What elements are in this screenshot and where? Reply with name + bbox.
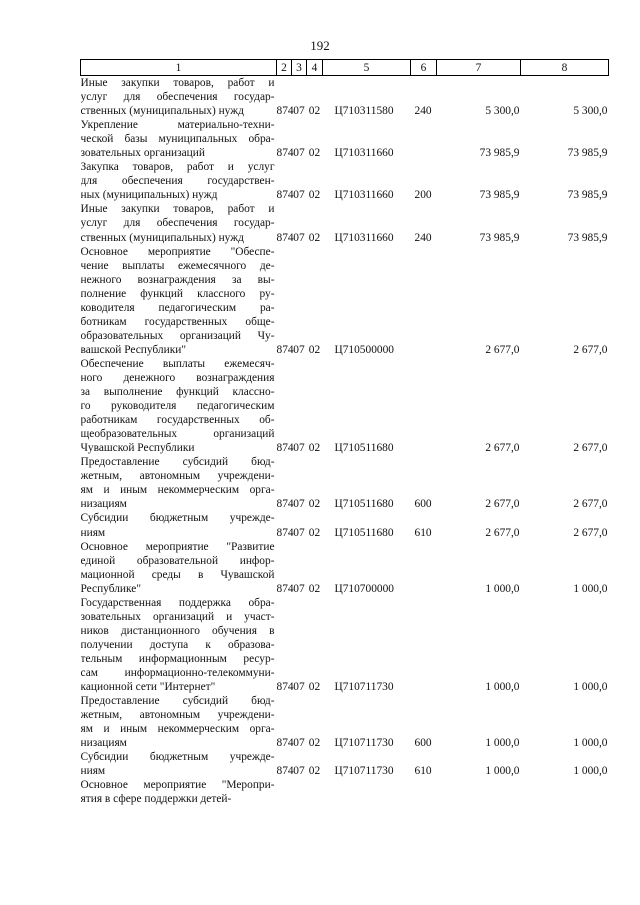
description-line: Обеспечение выплаты ежемесяч- (80, 357, 275, 370)
description-line: ного денежного вознаграждения (80, 371, 275, 384)
section-code: 07 (293, 498, 305, 511)
target-article-code: Ц710711730 (334, 737, 394, 750)
admin-code: 874 (276, 681, 294, 694)
description-line: ятия в сфере поддержки детей- (80, 793, 232, 806)
row-description (81, 750, 277, 778)
header-col-8: 8 (521, 60, 609, 76)
expense-type-code: 240 (414, 231, 432, 244)
subsection-code: 02 (308, 105, 321, 118)
table-row (81, 511, 609, 539)
section-code: 07 (293, 737, 305, 750)
target-article-code: Ц710511680 (334, 526, 394, 539)
description-line: ниям (80, 765, 106, 778)
expense-type-code: 240 (414, 105, 432, 118)
row-description (81, 596, 277, 694)
description-line: работникам государственных об- (80, 414, 275, 427)
row-description (81, 694, 277, 750)
section-code: 07 (293, 526, 305, 539)
amount-col-8: 73 985,9 (567, 231, 608, 244)
target-article-code: Ц710311660 (334, 231, 394, 244)
table-row (81, 540, 609, 596)
description-line: ных (муниципальных) нужд (80, 189, 218, 202)
description-line: Субсидии бюджетным учрежде- (80, 512, 275, 525)
description-line: Государственная поддержка обра- (80, 596, 275, 609)
expense-type-code: 600 (414, 737, 432, 750)
target-article-code: Ц710711730 (334, 681, 394, 694)
header-col-4: 4 (307, 60, 323, 76)
table-body (81, 76, 609, 807)
row-description (81, 778, 277, 806)
description-line: Укрепление материально-техни- (80, 119, 275, 132)
amount-col-7: 1 000,0 (485, 765, 520, 778)
table-row (81, 160, 609, 202)
expense-type-code (411, 778, 437, 806)
description-line: щеобразовательных организаций (80, 428, 275, 441)
amount-col-8: 73 985,9 (567, 189, 608, 202)
description-line: ческой базы муниципальных обра- (80, 133, 275, 146)
description-line: Основное мероприятие "Развитие (80, 540, 275, 553)
description-line: услуг для обеспечения государ- (80, 91, 275, 104)
description-line: единой образовательной инфор- (80, 554, 275, 567)
admin-code: 874 (276, 737, 294, 750)
description-line: низациям (80, 737, 127, 750)
description-line: жетным, автономным учреждени- (80, 470, 275, 483)
description-line: Предоставление субсидий бюд- (80, 456, 275, 469)
table-row (81, 694, 609, 750)
expense-type-code: 200 (414, 189, 432, 202)
description-line: Основное мероприятие "Меропри- (80, 779, 275, 792)
amount-col-7: 2 677,0 (485, 343, 520, 356)
header-col-2: 2 (277, 60, 292, 76)
budget-table (80, 59, 609, 806)
subsection-code: 02 (308, 343, 321, 356)
expense-type-code: 610 (414, 765, 432, 778)
table-row (81, 750, 609, 778)
row-description (81, 76, 277, 119)
description-line: ям и иным некоммерческим орга- (80, 723, 275, 736)
page-number: 192 (310, 38, 330, 53)
table-row (81, 596, 609, 694)
target-article-code: Ц710700000 (334, 582, 394, 595)
row-description (81, 455, 277, 511)
description-line: Закупка товаров, работ и услуг (80, 161, 275, 174)
subsection-code: 02 (308, 681, 321, 694)
target-article-code: Ц710711730 (334, 765, 394, 778)
table-row (81, 202, 609, 244)
header-col-1: 1 (81, 60, 277, 76)
table-row (81, 118, 609, 160)
subsection-code: 02 (308, 498, 321, 511)
description-line: чение выплаты ежемесячного де- (80, 259, 275, 272)
subsection-code (307, 778, 323, 806)
table-row (81, 245, 609, 357)
amount-col-8: 73 985,9 (567, 147, 608, 160)
section-code (292, 778, 307, 806)
description-line: образовательных организаций Чу- (80, 329, 275, 342)
amount-col-7 (437, 778, 521, 806)
admin-code: 874 (276, 343, 294, 356)
subsection-code: 02 (308, 765, 321, 778)
target-article-code: Ц710311660 (334, 189, 394, 202)
description-line: жетным, автономным учреждени- (80, 709, 275, 722)
amount-col-7: 2 677,0 (485, 498, 520, 511)
description-line: для обеспечения государствен- (80, 175, 275, 188)
amount-col-7: 73 985,9 (479, 189, 520, 202)
description-line: нежного вознаграждения за вы- (80, 273, 275, 286)
description-line: ниям (80, 526, 106, 539)
subsection-code: 02 (308, 231, 321, 244)
amount-col-7: 2 677,0 (485, 526, 520, 539)
description-line: ботникам государственных обще- (80, 315, 275, 328)
row-description (81, 118, 277, 160)
target-article-code (323, 778, 411, 806)
expense-type-code: 600 (414, 498, 432, 511)
amount-col-8: 1 000,0 (573, 582, 608, 595)
admin-code: 874 (276, 147, 294, 160)
header-row (81, 60, 609, 76)
admin-code: 874 (276, 189, 294, 202)
expense-type-code: 610 (414, 526, 432, 539)
description-line: Республике" (80, 582, 141, 595)
section-code: 07 (293, 582, 305, 595)
description-line: тельным информационным ресур- (80, 652, 275, 665)
description-line: Основное мероприятие "Обеспе- (80, 245, 275, 258)
table-row (81, 76, 609, 119)
amount-col-8: 2 677,0 (573, 343, 608, 356)
row-description (81, 357, 277, 455)
section-code: 07 (293, 343, 305, 356)
target-article-code: Ц710511680 (334, 442, 394, 455)
section-code: 07 (293, 189, 305, 202)
description-line: сам информационно-телекоммуни- (80, 666, 275, 679)
target-article-code: Ц710311580 (334, 105, 394, 118)
description-line: Иные закупки товаров, работ и (80, 203, 275, 216)
row-description (81, 160, 277, 202)
description-line: Чувашской Республики (80, 442, 195, 455)
section-code: 07 (293, 105, 305, 118)
description-line: ям и иным некоммерческим орга- (80, 484, 275, 497)
admin-code: 874 (276, 231, 294, 244)
amount-col-8: 2 677,0 (573, 442, 608, 455)
description-line: ственных (муниципальных) нужд (80, 105, 244, 118)
target-article-code: Ц710511680 (334, 498, 394, 511)
admin-code: 874 (276, 498, 294, 511)
section-code: 07 (293, 681, 305, 694)
subsection-code: 02 (308, 737, 321, 750)
row-description (81, 202, 277, 244)
target-article-code: Ц710500000 (334, 343, 394, 356)
amount-col-7: 5 300,0 (485, 105, 520, 118)
subsection-code: 02 (308, 189, 321, 202)
header-col-6: 6 (411, 60, 437, 76)
admin-code (277, 778, 292, 806)
table-row (81, 357, 609, 455)
section-code: 07 (293, 442, 305, 455)
description-line: вашской Республики" (80, 343, 186, 356)
description-line: зовательных организаций и участ- (80, 610, 275, 623)
description-line: Субсидии бюджетным учрежде- (80, 751, 275, 764)
amount-col-7: 1 000,0 (485, 737, 520, 750)
row-description (81, 245, 277, 357)
description-line: ников дистанционного обучения в (80, 624, 275, 637)
header-col-3: 3 (292, 60, 307, 76)
amount-col-7: 2 677,0 (485, 442, 520, 455)
admin-code: 874 (276, 765, 294, 778)
description-line: полнение функций классного ру- (80, 287, 275, 300)
description-line: получении доступа к образова- (80, 638, 275, 651)
amount-col-8: 1 000,0 (573, 737, 608, 750)
description-line: ственных (муниципальных) нужд (80, 231, 244, 244)
subsection-code: 02 (308, 526, 321, 539)
description-line: мационной среды в Чувашской (80, 568, 275, 581)
expense-type-code (411, 118, 437, 160)
subsection-code: 02 (308, 147, 321, 160)
section-code: 07 (293, 147, 305, 160)
description-line: зовательных организаций (80, 147, 205, 160)
description-line: низациям (80, 498, 127, 511)
table-row (81, 455, 609, 511)
target-article-code: Ц710311660 (334, 147, 394, 160)
subsection-code: 02 (308, 442, 321, 455)
expense-type-code (411, 540, 437, 596)
row-description (81, 540, 277, 596)
amount-col-7: 1 000,0 (485, 582, 520, 595)
row-description (81, 511, 277, 539)
amount-col-8: 1 000,0 (573, 765, 608, 778)
description-line: кационной сети "Интернет" (80, 681, 216, 694)
table-row (81, 778, 609, 806)
description-line: Предоставление субсидий бюд- (80, 695, 275, 708)
description-line: ководителя педагогическим ра- (80, 301, 275, 314)
admin-code: 874 (276, 582, 294, 595)
section-code: 07 (293, 231, 305, 244)
description-line: Иные закупки товаров, работ и (80, 77, 275, 89)
amount-col-8 (521, 778, 609, 806)
header-col-7: 7 (437, 60, 521, 76)
section-code: 07 (293, 765, 305, 778)
description-line: го руководителя педагогическим (80, 400, 275, 413)
subsection-code: 02 (308, 582, 321, 595)
amount-col-8: 1 000,0 (573, 681, 608, 694)
admin-code: 874 (276, 442, 294, 455)
amount-col-8: 5 300,0 (573, 105, 608, 118)
amount-col-7: 73 985,9 (479, 231, 520, 244)
expense-type-code (411, 245, 437, 357)
expense-type-code (411, 357, 437, 455)
amount-col-8: 2 677,0 (573, 498, 608, 511)
amount-col-7: 73 985,9 (479, 147, 520, 160)
header-col-5: 5 (323, 60, 411, 76)
amount-col-8: 2 677,0 (573, 526, 608, 539)
description-line: услуг для обеспечения государ- (80, 217, 275, 230)
description-line: за выполнение функций классно- (80, 386, 275, 399)
expense-type-code (411, 596, 437, 694)
amount-col-7: 1 000,0 (485, 681, 520, 694)
admin-code: 874 (276, 526, 294, 539)
admin-code: 874 (276, 105, 294, 118)
